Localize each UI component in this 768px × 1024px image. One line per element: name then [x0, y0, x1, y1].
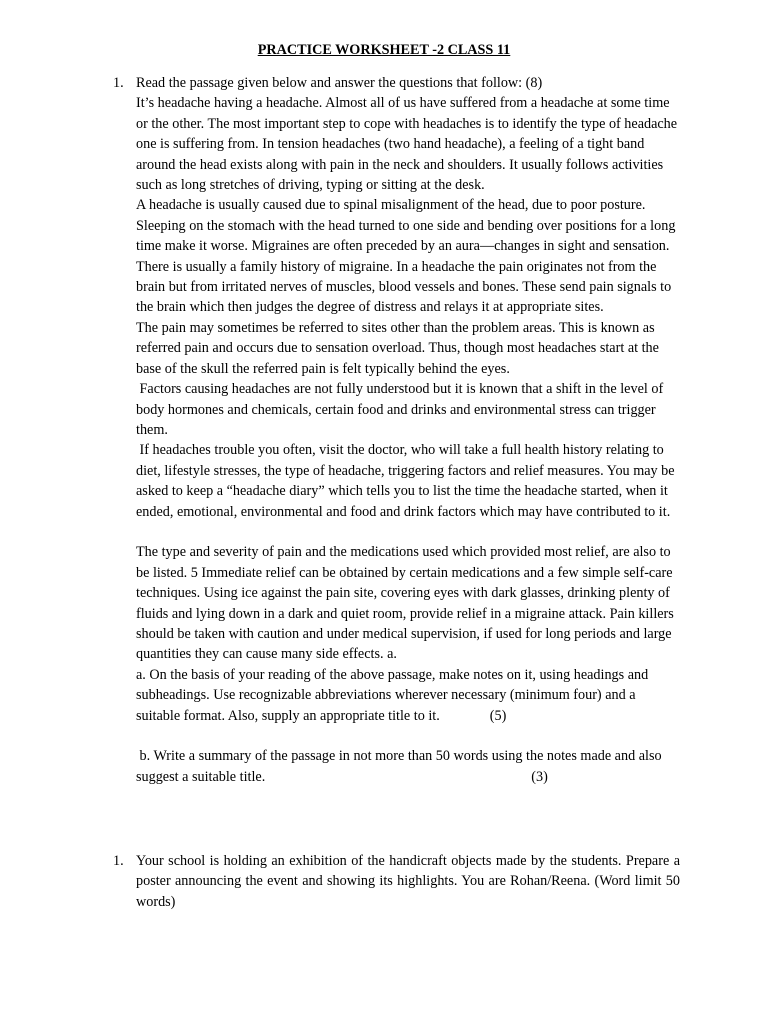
question-2-text: Your school is holding an exhibition of the handicraft objects made by the students. Prepare a poster announcing the event and showing its highlights. You are Rohan/Reena. (Word limit 50 words)	[136, 853, 680, 910]
passage-paragraph-1: It’s headache having a headache. Almost all of us have suffered from a headache at some time or the other. The most important step to cope with headaches is to identify the type of headache one is suffering from. In tension headaches (two hand headache), a feeling of a tight band around the head exists along with pain in the neck and shoulders. It usually follows activities such as long stretches of driving, typing or sitting at the desk.	[136, 95, 678, 194]
part-a-marks: (5)	[489, 707, 507, 724]
question-1-instruction: Read the passage given below and answer the questions that follow: (8)	[136, 75, 543, 91]
blank-line	[136, 726, 680, 746]
blank-line	[136, 522, 680, 542]
worksheet-title: PRACTICE WORKSHEET -2 CLASS 11	[257, 42, 511, 58]
question-1-number: 1.	[113, 75, 124, 91]
passage-paragraph-3: The pain may sometimes be referred to sites other than the problem areas. This is known as referred pain and occurs due to sensation overload. Thus, though most headaches start at the base of the skull the referred pain is felt typically behind the eyes.	[136, 319, 659, 377]
part-b-text: b. Write a summary of the passage in not more than 50 words using the notes made and also suggest a suitable title.	[136, 748, 666, 785]
passage-paragraph-6: The type and severity of pain and the medications used which provided most relief, are also to be listed. 5 Immediate relief can be obtained by certain medications and a few simple self-care techniques. Using ice against the pain site, covering eyes with dark glasses, drinking plenty of fluids and lying down in a dark and quiet room, provide relief in a migraine attack. Pain killers should be taken with caution and under medical supervision, if used for long periods and large quantities they can cause many side effects. a.	[136, 544, 674, 663]
question-1-part-b	[136, 746, 680, 787]
passage-paragraph-5: If headaches trouble you often, visit the doctor, who will take a full health history relating to diet, lifestyle stresses, the type of headache, triggering factors and relief measures. You may be asked to keep a “headache diary” which tells you to list the time the headache started, when it ended, emotional, environmental and food and drink factors which may have contributed to it.	[136, 442, 679, 520]
question-2-number: 1.	[113, 853, 124, 869]
passage-paragraph-2: A headache is usually caused due to spinal misalignment of the head, due to poor posture. Sleeping on the stomach with the head turned to one side and bending over positions for a long time make it worse. Migraines are often preceded by an aura—changes in sight and sensation. There is usually a family history of migraine. In a headache the pain originates not from the brain but from irritated nerves of muscles, blood vessels and bones. These send pain signals to the brain which then judges the degree of distress and relays it at appropriate sites.	[136, 197, 676, 316]
passage-paragraph-4: Factors causing headaches are not fully understood but it is known that a shift in the level of body hormones and chemicals, certain food and drinks and environmental stress can trigger them.	[136, 381, 667, 438]
question-1-part-a	[136, 665, 680, 726]
part-a-text: a. On the basis of your reading of the above passage, make notes on it, using headings and subheadings. Use recognizable abbreviations wherever necessary (minimum four) and a suitable format. Also, supply an appropriate title to it.	[136, 666, 649, 724]
question-1-body	[136, 73, 680, 787]
part-b-marks: (3)	[531, 768, 548, 785]
